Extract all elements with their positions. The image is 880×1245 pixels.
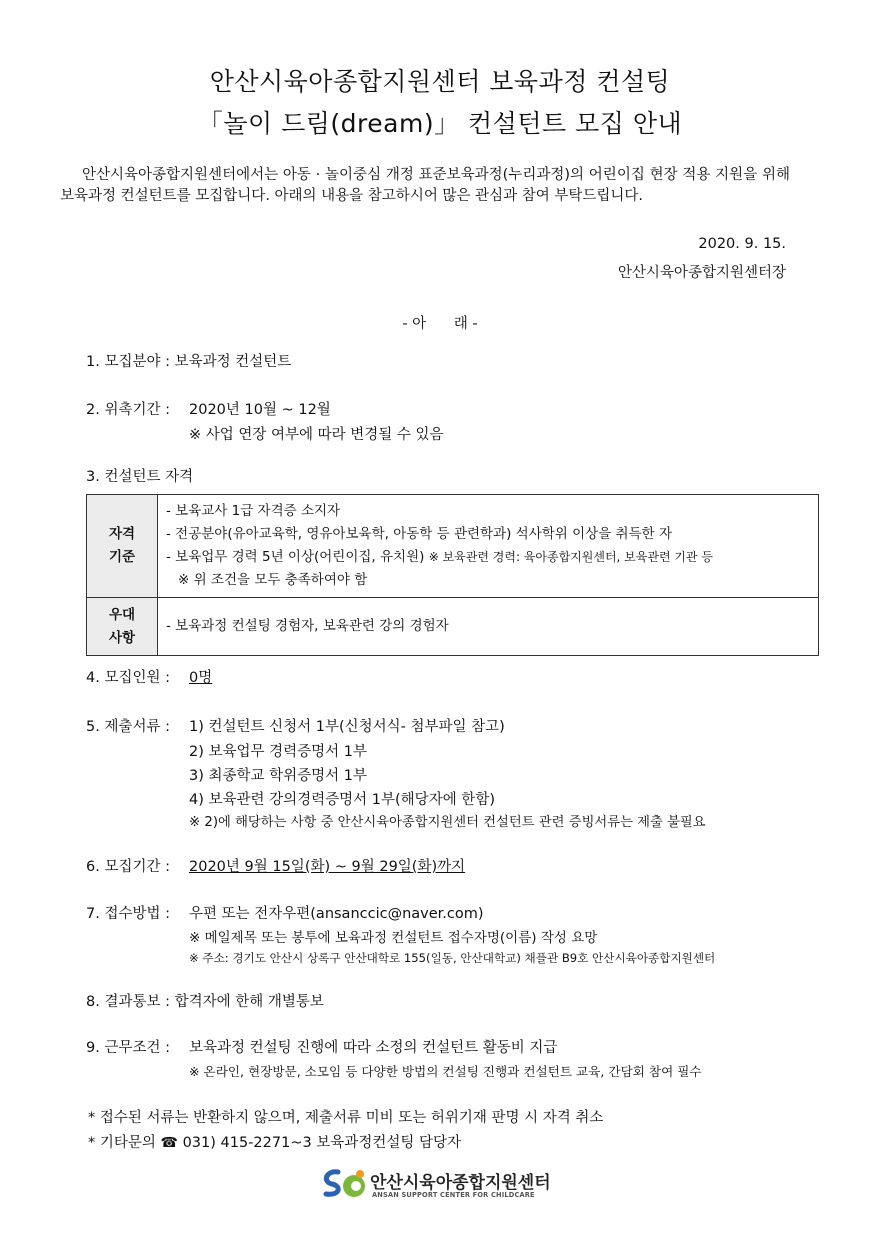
section-3: 3. 컨설턴트 자격 <box>86 469 194 485</box>
qualification-item: ※ 위 조건을 모두 충족하여야 함 <box>178 572 368 588</box>
section-5-label: 5. 제출서류 : <box>86 719 170 735</box>
title-line-1: 안산시육아종합지원센터 보육과정 컨설팅 <box>209 67 671 96</box>
qualification-body <box>158 495 819 598</box>
section-7-label: 7. 접수방법 : <box>86 906 170 922</box>
title-line-2: 「놀이 드림(dream)」 컨설턴트 모집 안내 <box>197 109 683 138</box>
section-2-value: 2020년 10월 ~ 12월 <box>189 402 331 418</box>
section-7-note-2: ※ 주소: 경기도 안산시 상록구 안산대학로 155(일동, 안산대학교) 채플관 B9호 안산시육아종합지원센터 <box>189 951 716 965</box>
section-4-label: 4. 모집인원 : <box>86 670 170 686</box>
phone-icon: ☎ <box>160 1135 178 1151</box>
section-7-value: 우편 또는 전자우편(ansanccic@naver.com) <box>189 906 484 922</box>
qualification-item <box>166 546 810 569</box>
qualification-table <box>86 494 819 656</box>
qualification-item-main: - 보육업무 경력 5년 이상(어린이집, 유치원) <box>166 549 425 565</box>
section-9-label: 9. 근무조건 : <box>86 1040 170 1056</box>
qualification-item: - 보육교사 1급 자격증 소지자 <box>166 503 341 519</box>
issuer: 안산시육아종합지원센터장 <box>617 265 786 281</box>
section-2-note: ※ 사업 연장 여부에 따라 변경될 수 있음 <box>189 427 444 443</box>
preference-row <box>87 598 819 656</box>
logo-text: 안산시육아종합지원센터 <box>370 1173 551 1193</box>
label-text: 기준 <box>108 549 136 565</box>
qualification-label <box>87 495 158 598</box>
section-6-label: 6. 모집기간 : <box>86 859 170 875</box>
document-item: 1) 컨설턴트 신청서 1부(신청서식- 첨부파일 참고) <box>189 719 505 735</box>
document-note: ※ 2)에 해당하는 사항 중 안산시육아종합지원센터 컨설턴트 관련 증빙서류는 제출 불필요 <box>189 815 706 830</box>
section-2-label: 2. 위촉기간 : <box>86 402 170 418</box>
qualification-row <box>87 495 819 598</box>
section-4-value: 0명 <box>189 670 213 686</box>
document-item: 2) 보육업무 경력증명서 1부 <box>189 744 368 760</box>
footnote-2-contact: 031) 415-2271~3 보육과정컨설팅 담당자 <box>182 1135 461 1151</box>
footnote-2-prefix: * 기타문의 <box>88 1135 156 1151</box>
logo-mark-icon <box>320 1166 368 1200</box>
qualification-item-note: ※ 보육관련 경력: 육아종합지원센터, 보육관련 기관 등 <box>428 550 713 564</box>
section-9-note: ※ 온라인, 현장방문, 소모임 등 다양한 방법의 컨설팅 진행과 컨설턴트 교육, 간담회 참여 필수 <box>189 1064 702 1079</box>
section-8: 8. 결과통보 : 합격자에 한해 개별통보 <box>86 994 324 1010</box>
date: 2020. 9. 15. <box>698 236 786 252</box>
section-1: 1. 모집분야 : 보육과정 컨설턴트 <box>86 354 292 370</box>
footnote-2 <box>88 1131 461 1152</box>
section-6-value: 2020년 9월 15일(화) ~ 9월 29일(화)까지 <box>189 859 466 875</box>
qualification-item: - 전공분야(유아교육학, 영유아보육학, 아동학 등 관련학과) 석사학위 이상을 취득한 자 <box>166 526 673 542</box>
below-heading: - 아 래 - <box>402 316 478 332</box>
footnote-1: * 접수된 서류는 반환하지 않으며, 제출서류 미비 또는 허위기재 판명 시 자격 취소 <box>88 1110 604 1126</box>
intro-paragraph: 안산시육아종합지원센터에서는 아동 · 놀이중심 개정 표준보육과정(누리과정)의 어린이집 현장 적용 지원을 위해 보육과정 컨설턴트를 모집합니다. 아래의 내용을 참고하시어 많은 관심과 참여 부탁드립니다. <box>60 167 790 204</box>
document-item: 3) 최종학교 학위증명서 1부 <box>189 768 368 784</box>
label-text: 사항 <box>108 629 136 646</box>
preference-label <box>87 598 158 656</box>
label-text: 자격 <box>108 526 136 542</box>
section-9-value: 보육과정 컨설팅 진행에 따라 소정의 컨설턴트 활동비 지급 <box>189 1040 558 1056</box>
logo-subtext: ANSAN SUPPORT CENTER FOR CHILDCARE <box>372 1191 535 1199</box>
section-7-note-1: ※ 메일제목 또는 봉투에 보육과정 컨설턴트 접수자명(이름) 작성 요망 <box>189 930 598 946</box>
label-text: 우대 <box>108 606 136 623</box>
document-item: 4) 보육관련 강의경력증명서 1부(해당자에 한함) <box>189 792 495 808</box>
preference-body: - 보육과정 컨설팅 경험자, 보육관련 강의 경험자 <box>158 598 819 656</box>
